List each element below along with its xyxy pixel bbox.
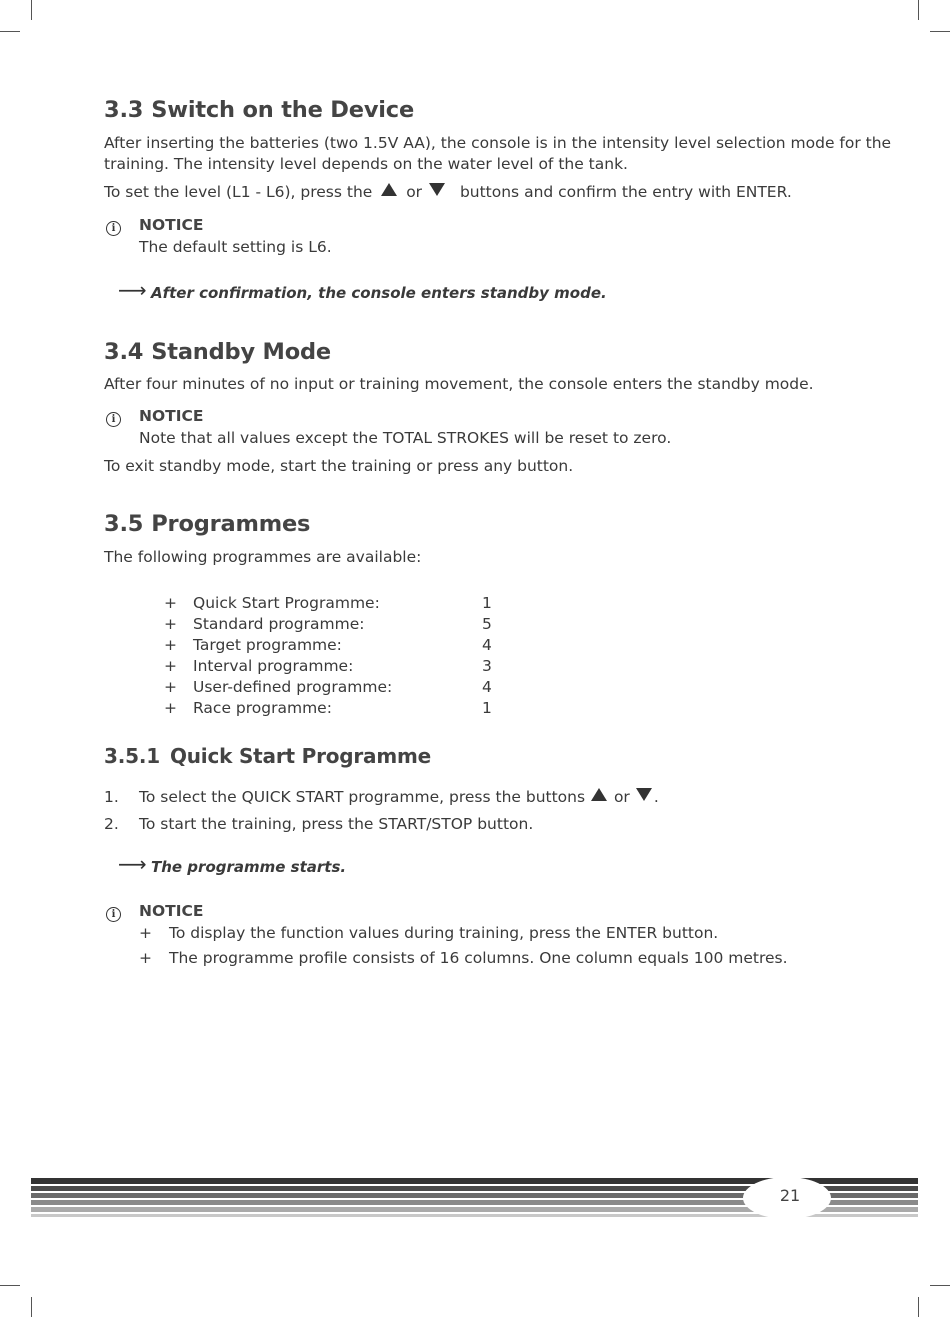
step-number: 2. [104, 815, 119, 833]
section-title: Standby Mode [151, 339, 331, 365]
step-1 [139, 787, 659, 809]
crop-mark [31, 0, 32, 20]
programme-count: 4 [482, 636, 492, 654]
bullet: + [164, 636, 177, 654]
list-item [164, 678, 564, 699]
programme-list [164, 594, 584, 724]
crop-mark [0, 1285, 20, 1286]
text: buttons and confirm the entry with ENTER. [459, 183, 792, 201]
crop-mark [930, 1285, 950, 1286]
notice-title: NOTICE [139, 902, 204, 920]
triangle-down-icon [429, 183, 445, 196]
step-number: 1. [104, 788, 119, 806]
arrow-right-icon: ⟶ [118, 278, 147, 302]
bullet: + [139, 924, 152, 942]
list-item [164, 594, 564, 615]
bullet: + [164, 657, 177, 675]
bullet: + [164, 594, 177, 612]
notice-item: The programme profile consists of 16 columns. One column equals 100 metres. [169, 949, 788, 967]
text: To select the QUICK START programme, press the buttons [139, 788, 586, 806]
notice-title: NOTICE [139, 216, 204, 234]
notice-item: To display the function values during training, press the ENTER button. [169, 924, 719, 942]
programme-name: User-defined programme: [193, 678, 393, 696]
triangle-down-icon [636, 788, 652, 801]
triangle-up-icon [591, 788, 607, 801]
programme-name: Standard programme: [193, 615, 365, 633]
list-item [164, 615, 564, 636]
programme-name: Quick Start Programme: [193, 594, 380, 612]
info-icon: i [106, 412, 121, 427]
crop-mark [0, 31, 20, 32]
crop-mark [918, 0, 919, 20]
notice-title: NOTICE [139, 407, 204, 425]
paragraph: The following programmes are available: [104, 548, 422, 566]
programme-count: 1 [482, 699, 492, 717]
section-heading-3-4 [104, 339, 331, 365]
paragraph: After inserting the batteries (two 1.5V AA), the console is in the intensity level selection mode for the [104, 134, 892, 152]
info-icon: i [106, 907, 121, 922]
text: or [613, 788, 630, 806]
programme-count: 3 [482, 657, 492, 675]
section-number: 3.3 [104, 97, 144, 123]
bullet: + [164, 699, 177, 717]
info-icon: i [106, 221, 121, 236]
paragraph-set-level [104, 182, 792, 204]
arrow-right-icon: ⟶ [118, 852, 147, 876]
bullet: + [139, 949, 152, 967]
section-title: Quick Start Programme [169, 744, 431, 768]
programme-count: 5 [482, 615, 492, 633]
programme-name: Target programme: [193, 636, 342, 654]
list-item [164, 657, 564, 678]
list-item [164, 636, 564, 657]
bullet: + [164, 615, 177, 633]
section-number: 3.5 [104, 511, 144, 537]
result-text: The programme starts. [151, 858, 347, 876]
section-heading-3-5 [104, 511, 310, 537]
notice-text: The default setting is L6. [139, 238, 332, 256]
text: To set the level (L1 - L6), press the [104, 183, 373, 201]
text: . [653, 788, 659, 806]
crop-mark [31, 1297, 32, 1317]
section-number: 3.4 [104, 339, 144, 365]
paragraph: To exit standby mode, start the training or press any button. [104, 457, 574, 475]
crop-mark [918, 1297, 919, 1317]
bullet: + [164, 678, 177, 696]
programme-name: Race programme: [193, 699, 332, 717]
section-heading-3-3 [104, 97, 414, 123]
paragraph: training. The intensity level depends on the water level of the tank. [104, 155, 628, 173]
triangle-up-icon [381, 183, 397, 196]
page-number: 21 [779, 1186, 801, 1205]
section-title: Programmes [151, 511, 311, 537]
programme-name: Interval programme: [193, 657, 354, 675]
programme-count: 1 [482, 594, 492, 612]
notice-text: Note that all values except the TOTAL STROKES will be reset to zero. [139, 429, 672, 447]
text: or [406, 183, 423, 201]
section-number: 3.5.1 [104, 744, 160, 768]
section-heading-3-5-1 [104, 744, 431, 768]
result-text: After confirmation, the console enters standby mode. [151, 284, 607, 302]
step-2: To start the training, press the START/STOP button. [139, 815, 534, 833]
paragraph: After four minutes of no input or training movement, the console enters the standby mode. [104, 375, 814, 393]
programme-count: 4 [482, 678, 492, 696]
crop-mark [930, 31, 950, 32]
list-item [164, 699, 564, 720]
section-title: Switch on the Device [151, 97, 415, 123]
